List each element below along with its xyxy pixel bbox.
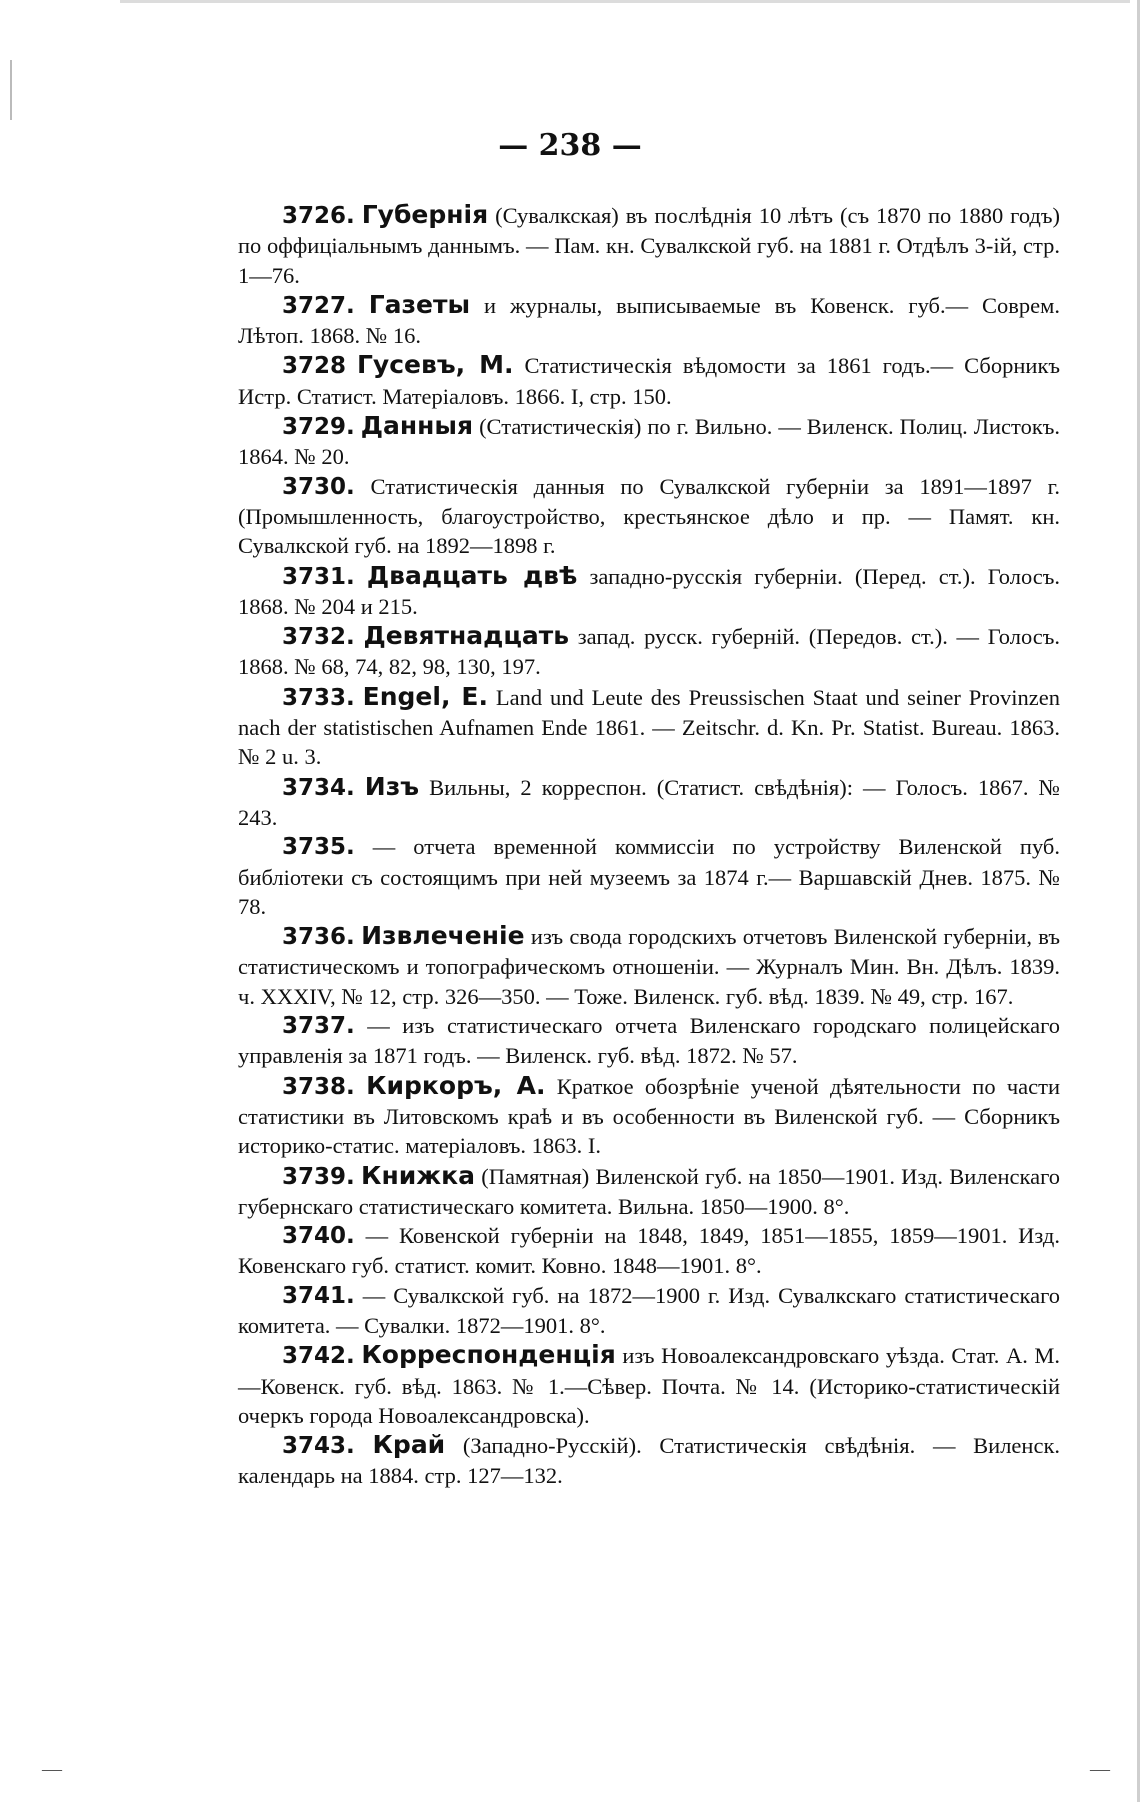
bibliography-entry	[238, 1281, 1060, 1341]
corner-mark-bottom-left: —	[42, 1758, 62, 1780]
bibliography-entry	[238, 561, 1060, 622]
bibliography-entry	[238, 1430, 1060, 1491]
bibliography-entry	[238, 682, 1060, 772]
entry-heading: Край	[372, 1430, 446, 1460]
bibliography-entry	[238, 832, 1060, 921]
entry-heading: Киркоръ, А.	[366, 1070, 546, 1100]
entry-heading: Извлеченіе	[361, 921, 525, 951]
bibliography-entry	[238, 350, 1060, 411]
entry-heading: Корреспонденція	[361, 1340, 616, 1370]
entry-number: 3728	[282, 353, 347, 380]
bibliography-entry	[238, 772, 1060, 833]
entry-text: Вильны, 2 корреспон. (Статист. свѣдѣнія): — Голосъ. 1867. № 243.	[238, 774, 1060, 830]
entry-text: (Сувалкская) въ послѣднія 10 лѣтъ (съ 1870 по 1880 годъ) по оффиціальнымъ даннымъ. — Пам. кн. Сувалкской губ. на 1881 г. Отдѣлъ 3-ій, стр. 1—76.	[238, 203, 1060, 288]
bibliography-entry	[238, 621, 1060, 682]
entry-number: 3732.	[282, 624, 355, 651]
entry-number: 3734.	[282, 774, 355, 801]
entry-text: — Сувалкской губ. на 1872—1900 г. Изд. Сувалкскаго статистическаго комитета. — Сувалки. 1872—1901. 8°.	[238, 1282, 1060, 1338]
entry-number: 3740.	[282, 1223, 355, 1250]
entry-number: 3738.	[282, 1073, 355, 1100]
entry-text: — Ковенской губерніи на 1848, 1849, 1851—1855, 1859—1901. Изд. Ковенскаго губ. статист. комит. Ковно. 1848—1901. 8°.	[238, 1223, 1060, 1279]
bibliography-entry	[238, 1071, 1060, 1161]
bibliography-entry	[238, 200, 1060, 290]
entry-text: (Западно-Русскій). Статистическія свѣдѣнія. — Виленск. календарь на 1884. стр. 127—132.	[238, 1433, 1061, 1489]
entry-number: 3727.	[282, 292, 355, 319]
entry-text: западно-русскія губерніи. (Перед. ст.). Голосъ. 1868. № 204 и 215.	[238, 563, 1060, 619]
entry-text: Land und Leute des Preussischen Staat und seiner Provinzen nach der statistischen Aufnamen Ende 1861. — Zeitschr. d. Kn. Pr. Statist. Bureau. 1863. № 2 u. 3.	[238, 684, 1061, 770]
bibliography-entry	[238, 1011, 1060, 1071]
entry-number: 3742.	[282, 1343, 355, 1370]
entry-text: изъ свода городскихъ отчетовъ Виленской губерніи, въ статистическомъ и топографическомъ отношеніи. — Журналъ Мин. Вн. Дѣлъ. 1839. ч. XXXIV, № 12, стр. 326—350. — Тоже. Виленск. губ. вѣд. 1839. № 49, стр. 167.	[238, 924, 1060, 1009]
bibliography-entry	[238, 1221, 1060, 1281]
entry-number: 3741.	[282, 1282, 355, 1309]
bibliography-entry	[238, 1161, 1060, 1222]
bibliography-entry	[238, 290, 1060, 351]
entry-text: (Памятная) Виленской губ. на 1850—1901. Изд. Виленскаго губернскаго статистическаго комитета. Вильна. 1850—1900. 8°.	[238, 1163, 1061, 1219]
entry-number: 3729.	[282, 414, 355, 441]
scan-edge-top	[120, 0, 1130, 3]
entry-number: 3733.	[282, 684, 355, 711]
entry-number: 3743.	[282, 1433, 355, 1460]
bibliography-entry	[238, 411, 1060, 472]
page-number: — 238 —	[498, 128, 642, 163]
entry-text: — отчета временной коммиссіи по устройству Виленской пуб. библіотеки съ состоящимъ при ней музеемъ за 1874 г.— Варшавскій Днев. 1875. № 78.	[238, 834, 1060, 919]
entry-number: 3739.	[282, 1163, 355, 1190]
entry-text: запад. русск. губерній. (Передов. ст.). — Голосъ. 1868. № 68, 74, 82, 98, 130, 197.	[238, 624, 1061, 680]
corner-mark-bottom-right: —	[1090, 1758, 1110, 1780]
entry-heading: Губернія	[361, 200, 489, 229]
entry-heading: Девятнадцать	[363, 621, 570, 651]
entry-number: 3730.	[282, 473, 355, 500]
entry-text: и журналы, выписываемые въ Ковенск. губ.— Соврем. Лѣтоп. 1868. № 16.	[238, 292, 1061, 349]
bibliography-entry	[238, 1340, 1060, 1430]
entry-heading: Данныя	[360, 411, 474, 441]
entry-heading: Книжка	[361, 1160, 475, 1190]
bibliography-entry	[238, 472, 1060, 561]
entry-text: (Статистическія) по г. Вильно. — Виленск. Полиц. Листокъ. 1864. № 20.	[238, 414, 1061, 470]
entry-heading: Изъ	[364, 771, 420, 801]
entry-number: 3735.	[282, 834, 355, 861]
entry-text: Статистическія данныя по Сувалкской губерніи за 1891—1897 г. (Промышленность, благоустройство, крестьянское дѣло и пр. — Памят. кн. Сувалкской губ. на 1892—1898 г.	[238, 473, 1060, 559]
scan-edge-left	[10, 60, 12, 120]
entry-heading: Гусевъ, М.	[357, 350, 514, 380]
entry-text: изъ Новоалександровскаго уѣзда. Стат. А. М.—Ковенск. губ. вѣд. 1863. № 1.—Сѣвер. Почта. № 14. (Историко-статистическій очеркъ города Новоалександровска).	[238, 1343, 1060, 1428]
entry-list	[238, 200, 1060, 1491]
entry-text: Статистическія вѣдомости за 1861 годъ.— Сборникъ Истр. Статист. Матеріаловъ. 1866. I, стр. 150.	[238, 353, 1061, 409]
entry-number: 3731.	[282, 563, 355, 590]
entry-text: — изъ статистическаго отчета Виленскаго городскаго полицейскаго управленія за 1871 годъ. — Виленск. губ. вѣд. 1872. № 57.	[238, 1013, 1060, 1069]
bibliography-entry	[238, 921, 1060, 1011]
entry-heading: Двадцать двѣ	[366, 560, 578, 590]
entry-heading: Engel, E.	[362, 681, 488, 711]
entry-number: 3736.	[282, 924, 355, 951]
entry-text: Краткое обозрѣніе ученой дѣятельности по части статистики въ Литовскомъ краѣ и въ особенности въ Виленской губ. — Сборникъ историко-статис. матеріаловъ. 1863. I.	[238, 1073, 1061, 1159]
entry-heading: Газеты	[368, 289, 471, 319]
entry-number: 3726.	[282, 203, 355, 229]
entry-number: 3737.	[282, 1013, 355, 1040]
